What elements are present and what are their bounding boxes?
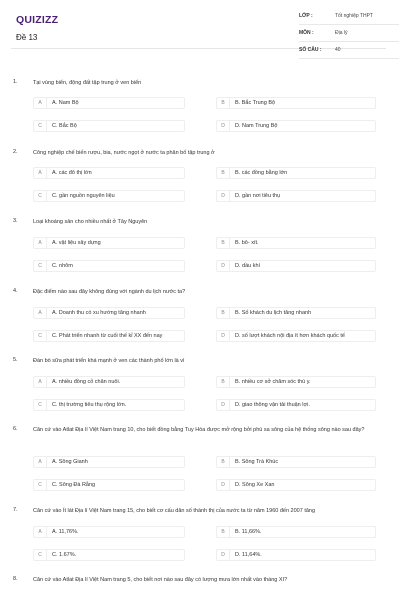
- option-text: A. Sông Gianh: [52, 459, 88, 465]
- option-text: B. Sông Trà Khúc: [235, 459, 279, 465]
- option-text: B. Bắc Trung Bộ: [235, 100, 276, 106]
- option-d[interactable]: [216, 399, 376, 411]
- meta-value: 40: [335, 47, 341, 53]
- option-text: B. nhiều cơ sở chăm sóc thú y.: [235, 379, 311, 385]
- option-a[interactable]: [33, 526, 185, 538]
- option-text: B. các đồng bằng lớn: [235, 170, 288, 176]
- option-c[interactable]: [33, 120, 185, 132]
- option-c[interactable]: [33, 330, 185, 342]
- option-letter: A: [34, 98, 47, 108]
- option-text: D. giao thông vận tải thuận lợi.: [235, 402, 310, 408]
- question-text: Căn cứ vào Atlat Địa lí Việt Nam trang 5, cho biết nơi nào sau đây có lượng mưa lớn nhất vào tháng XI?: [33, 577, 288, 583]
- option-b[interactable]: [216, 456, 376, 468]
- option-a[interactable]: [33, 97, 185, 109]
- meta-row-class: [299, 12, 399, 25]
- option-text: A. 11,76%.: [52, 529, 79, 535]
- question-text: Căn cứ vào Atlat Địa lí Việt Nam trang 10, cho biết đồng bằng Tuy Hòa được mở rộng bởi phù sa sông của hệ thống sông nào sau đây?: [33, 427, 365, 433]
- option-letter: C: [34, 121, 47, 131]
- option-letter: C: [34, 400, 47, 410]
- option-letter: A: [34, 308, 47, 318]
- question-text: Tại vùng biển, động đất tập trung ở ven biển: [33, 80, 142, 86]
- option-letter: A: [34, 168, 47, 178]
- question-number: 1.: [13, 79, 18, 85]
- option-text: A. các đô thị lớn: [52, 170, 92, 176]
- option-letter: C: [34, 480, 47, 490]
- option-text: D. Sông Xe Xan: [235, 482, 275, 488]
- option-letter: B: [217, 457, 230, 467]
- option-c[interactable]: [33, 549, 185, 561]
- option-d[interactable]: [216, 120, 376, 132]
- option-letter: B: [217, 168, 230, 178]
- option-letter: B: [217, 377, 230, 387]
- option-d[interactable]: [216, 479, 376, 491]
- option-text: C. Phát triển nhanh từ cuối thế kỉ XX đến nay: [52, 333, 163, 339]
- option-a[interactable]: [33, 456, 185, 468]
- option-text: A. nhiều đồng cỏ chăn nuôi.: [52, 379, 121, 385]
- option-a[interactable]: [33, 376, 185, 388]
- option-letter: D: [217, 331, 230, 341]
- question-number: 7.: [13, 507, 18, 513]
- option-letter: A: [34, 238, 47, 248]
- question-number: 3.: [13, 218, 18, 224]
- test-title: Đề 13: [16, 33, 38, 42]
- option-text: C. nhôm: [52, 263, 73, 269]
- question-number: 4.: [13, 288, 18, 294]
- meta-value: Tốt nghiệp THPT: [335, 13, 373, 19]
- option-letter: B: [217, 527, 230, 537]
- question-number: 8.: [13, 576, 18, 582]
- option-letter: A: [34, 457, 47, 467]
- option-b[interactable]: [216, 376, 376, 388]
- question-number: 2.: [13, 149, 18, 155]
- option-text: D. gần nơi tiêu thụ: [235, 193, 281, 199]
- option-text: B. bô- xít.: [235, 240, 259, 246]
- test-meta: [299, 12, 399, 63]
- option-b[interactable]: [216, 97, 376, 109]
- option-b[interactable]: [216, 307, 376, 319]
- option-letter: A: [34, 377, 47, 387]
- option-d[interactable]: [216, 260, 376, 272]
- option-text: C. gần nguồn nguyên liệu: [52, 193, 115, 199]
- question-number: 5.: [13, 357, 18, 363]
- option-text: B. Số khách du lịch tăng nhanh: [235, 310, 312, 316]
- question-text: Căn cứ vào Ít lát Địa lí Việt Nam trang 15, cho biết cơ cấu dân số thành thị của nước ta từ năm 1960 đến 2007 tăng: [33, 508, 316, 514]
- meta-label: MÔN :: [299, 30, 314, 36]
- option-a[interactable]: [33, 307, 185, 319]
- option-letter: C: [34, 550, 47, 560]
- option-letter: C: [34, 191, 47, 201]
- option-text: A. Nam Bộ: [52, 100, 79, 106]
- option-letter: B: [217, 238, 230, 248]
- question-text: Đàn bò sữa phát triển khá mạnh ở ven các thành phố lớn là vì: [33, 358, 185, 364]
- option-text: A. Doanh thu có xu hướng tăng nhanh: [52, 310, 146, 316]
- option-text: C. 1.67%.: [52, 552, 77, 558]
- question-number: 6.: [13, 426, 18, 432]
- option-c[interactable]: [33, 479, 185, 491]
- option-letter: D: [217, 121, 230, 131]
- option-b[interactable]: [216, 237, 376, 249]
- option-text: D. số lượt khách nội địa ít hơn khách quốc tế: [235, 333, 345, 339]
- question-text: Đặc điểm nào sau đây không đúng với ngành du lịch nước ta?: [33, 289, 186, 295]
- option-letter: C: [34, 261, 47, 271]
- option-letter: D: [217, 550, 230, 560]
- option-letter: D: [217, 261, 230, 271]
- option-b[interactable]: [216, 167, 376, 179]
- option-d[interactable]: [216, 549, 376, 561]
- worksheet-header: [11, 0, 386, 53]
- option-d[interactable]: [216, 330, 376, 342]
- option-d[interactable]: [216, 190, 376, 202]
- option-text: C. Sông Đà Rằng: [52, 482, 96, 488]
- option-text: C. thị trường tiêu thụ rộng lớn.: [52, 402, 127, 408]
- option-text: B. 11,66%.: [235, 529, 262, 535]
- option-letter: D: [217, 480, 230, 490]
- meta-row-subject: [299, 29, 399, 42]
- option-text: D. 11,64%.: [235, 552, 262, 558]
- option-b[interactable]: [216, 526, 376, 538]
- option-a[interactable]: [33, 237, 185, 249]
- option-c[interactable]: [33, 260, 185, 272]
- option-letter: D: [217, 400, 230, 410]
- question-text: Loại khoáng sản cho nhiều nhất ở Tây Nguyên: [33, 219, 148, 225]
- option-c[interactable]: [33, 190, 185, 202]
- option-letter: B: [217, 98, 230, 108]
- option-letter: B: [217, 308, 230, 318]
- meta-value: Địa lý: [335, 30, 348, 36]
- option-letter: C: [34, 331, 47, 341]
- quizizz-logo: QUIZIZZ: [16, 14, 59, 26]
- option-c[interactable]: [33, 399, 185, 411]
- meta-row-count: [299, 46, 399, 59]
- option-letter: D: [217, 191, 230, 201]
- option-text: D. Nam Trung Bộ: [235, 123, 278, 129]
- option-text: A. vật liệu xây dựng: [52, 240, 101, 246]
- question-text: Công nghiệp chế biến rượu, bia, nước ngọt ở nước ta phân bố tập trung ở: [33, 150, 215, 156]
- option-letter: A: [34, 527, 47, 537]
- option-a[interactable]: [33, 167, 185, 179]
- option-text: D. dầu khí: [235, 263, 261, 269]
- meta-label: LỚP :: [299, 13, 313, 19]
- option-text: C. Bắc Bộ: [52, 123, 77, 129]
- meta-label: SỐ CÂU :: [299, 47, 322, 53]
